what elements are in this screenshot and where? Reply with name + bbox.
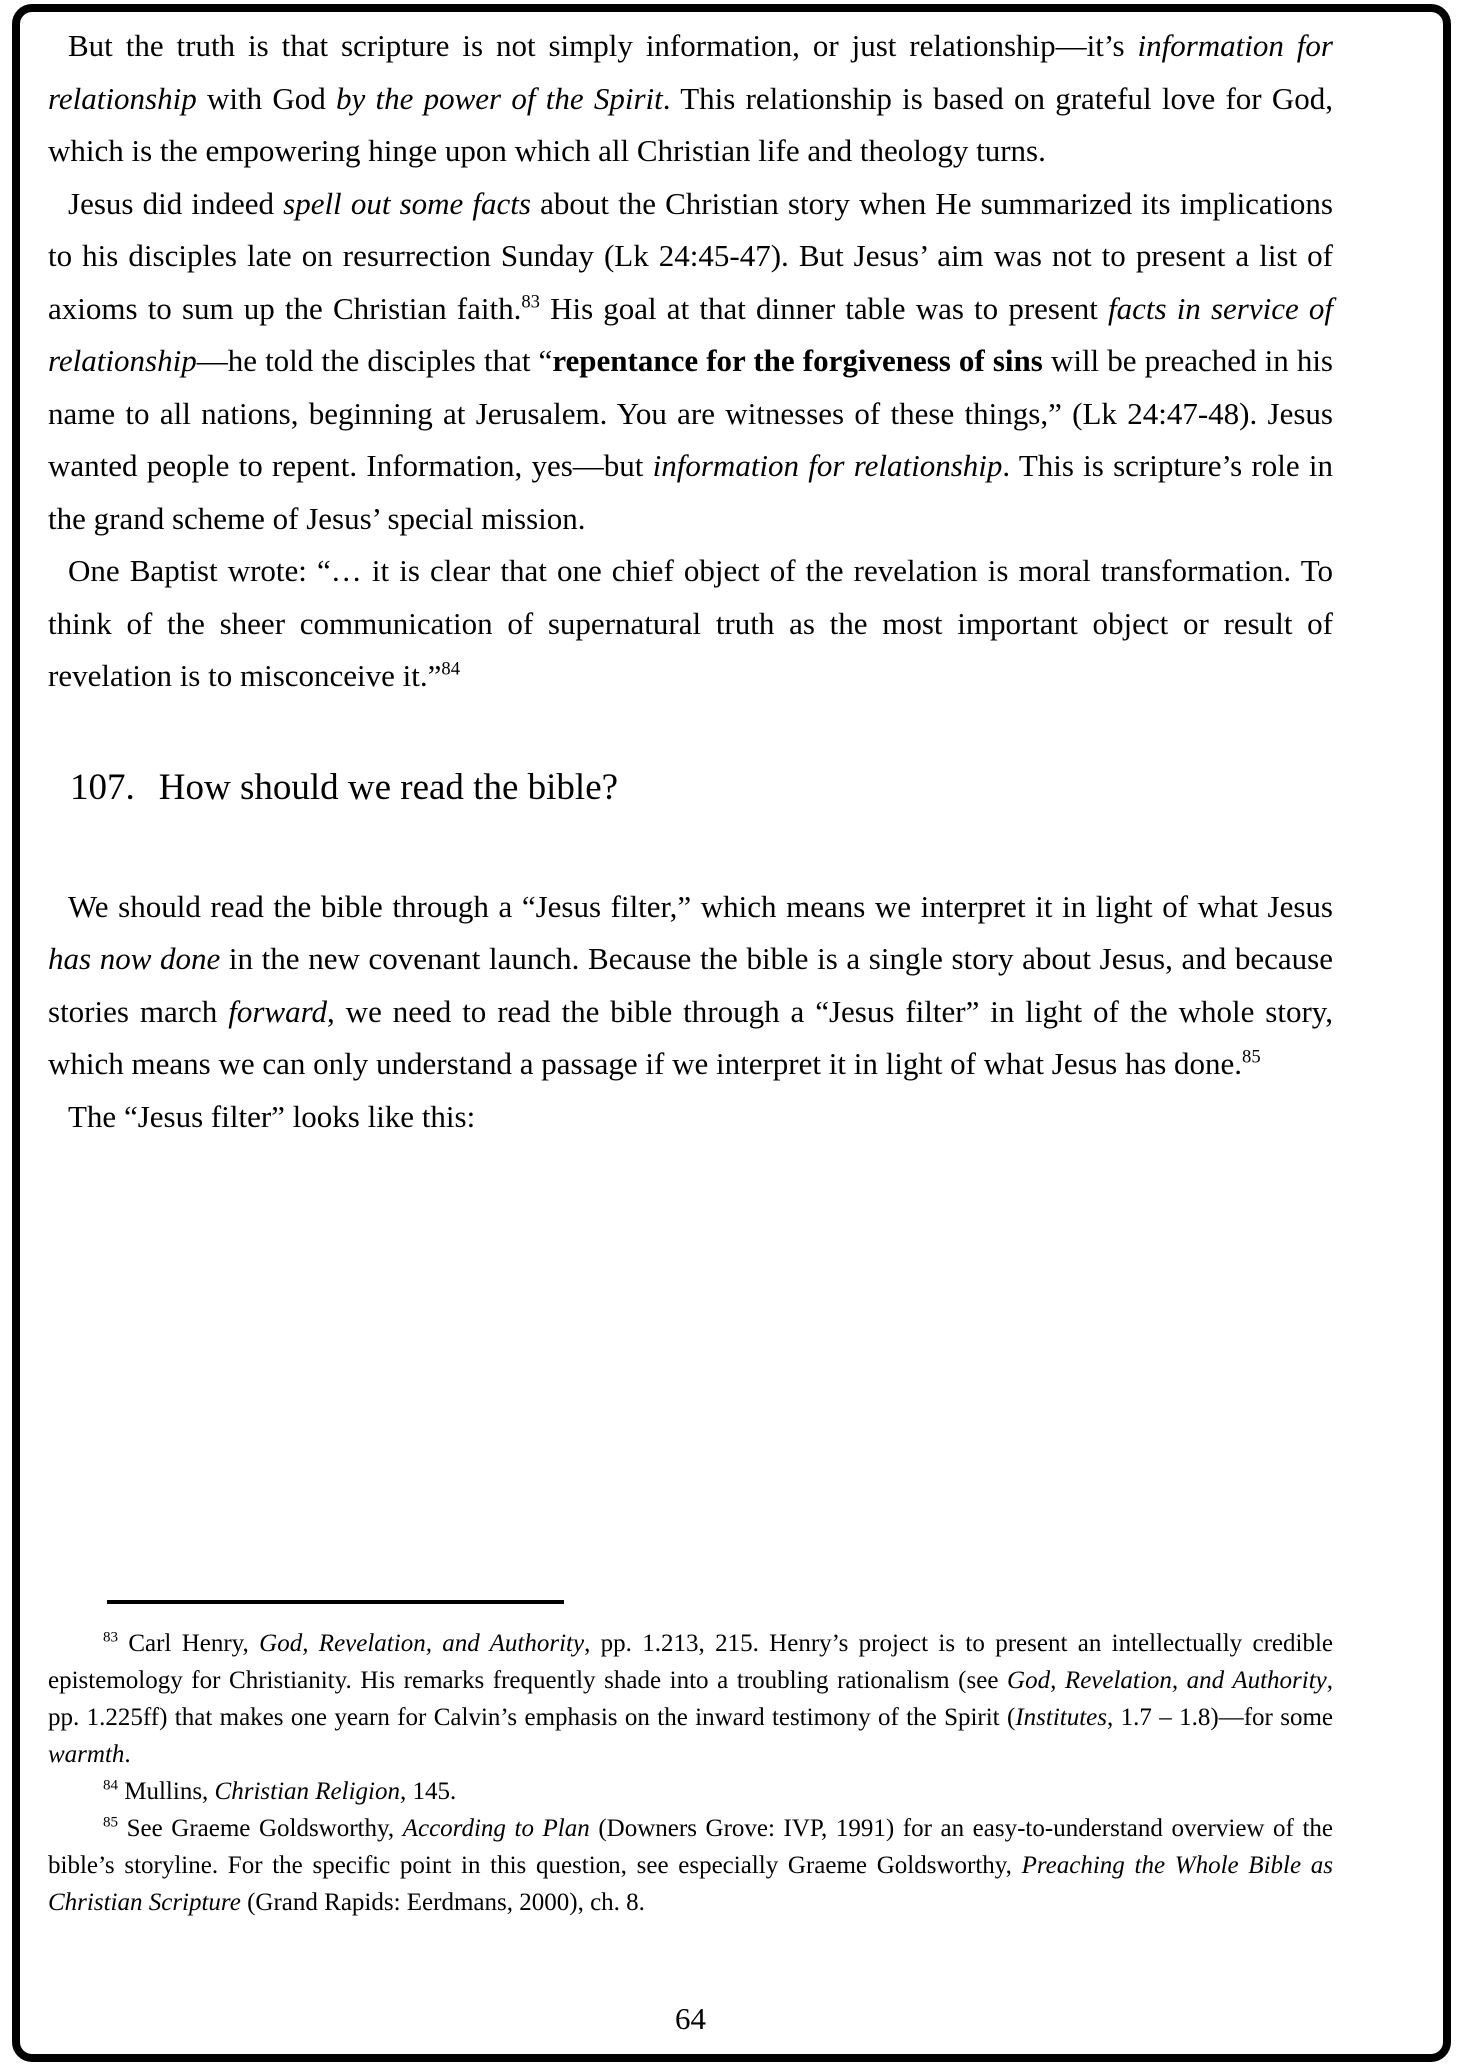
paragraph-scripture-relationship: But the truth is that scripture is not simply information, or just relationship—it’s information for relationship with God by the power of the Spirit. This relationship is based on grateful love for God, which is the empowering hinge upon which all Christian life and theology turns. xyxy=(48,28,1334,168)
footnote-85: $^{85}$ See Graeme Goldsworthy, According to Plan (Downers Grove: IVP, 1991) for an easy-to-understand overview of the bible’s storyline. For the specific point in this question, see especially Graeme Goldsworthy, Preaching the Whole Bible as Christian Scripture (Grand Rapids: Eerdmans, 2000), ch. 8. xyxy=(48,1814,1334,1916)
page-number: 64 xyxy=(675,2001,706,2036)
footnote-83: $^{83}$ Carl Henry, God, Revelation, and Authority, pp. 1.213, 215. Henry’s project is to present an intellectually credible epistemology for Christianity. His remarks frequently shade into a troubling rationalism (see God, Revelation, and Authority, pp. 1.225ff) that makes one yearn for Calvin’s emphasis on the inward testimony of the Spirit (Institutes, 1.7 – 1.8)—for some warmth. xyxy=(48,1629,1333,1768)
section-heading xyxy=(48,760,1333,816)
paragraph-jesus-filter: We should read the bible through a “Jesus filter,” which means we interpret it in light of what Jesus has now done in the new covenant launch. Because the bible is a single story about Jesus, and because stories march forward, we need to read the bible through a “Jesus filter” in light of the whole story, which means we can only understand a passage if we interpret it in light of what Jesus has done.$^{85}$ xyxy=(48,888,1334,1081)
footnotes-section xyxy=(48,1600,1333,1921)
paragraph-jesus-facts: Jesus did indeed spell out some facts about the Christian story when He summarized its implications to his disciples late on resurrection Sunday (Lk 24:45-47). But Jesus’ aim was not to present a list of axioms to sum up the Christian faith.$^{83}$ His goal at that dinner table was to present facts in service of relationship—he told the disciples that “repentance for the forgiveness of sins will be preached in his name to all nations, beginning at Jerusalem. You are witnesses of these things,” (Lk 24:47-48). Jesus wanted people to repent. Information, yes—but information for relationship. This is scripture’s role in the grand scheme of Jesus’ special mission. xyxy=(48,185,1333,536)
paragraph-filter-intro: The “Jesus filter” looks like this: xyxy=(68,1098,476,1134)
footnote-84: $^{84}$ Mullins, Christian Religion, 145. xyxy=(103,1777,457,1805)
footnote-separator xyxy=(107,1600,564,1604)
paragraph-baptist-quote: One Baptist wrote: “… it is clear that one chief object of the revelation is moral transformation. To think of the sheer communication of supernatural truth as the most important object or result of revelation is to misconceive it.”$^{84}$ xyxy=(48,553,1333,693)
text-block xyxy=(48,20,1333,1143)
question-title: How should we read the bible? xyxy=(158,766,619,808)
question-number: 107. xyxy=(70,766,135,808)
